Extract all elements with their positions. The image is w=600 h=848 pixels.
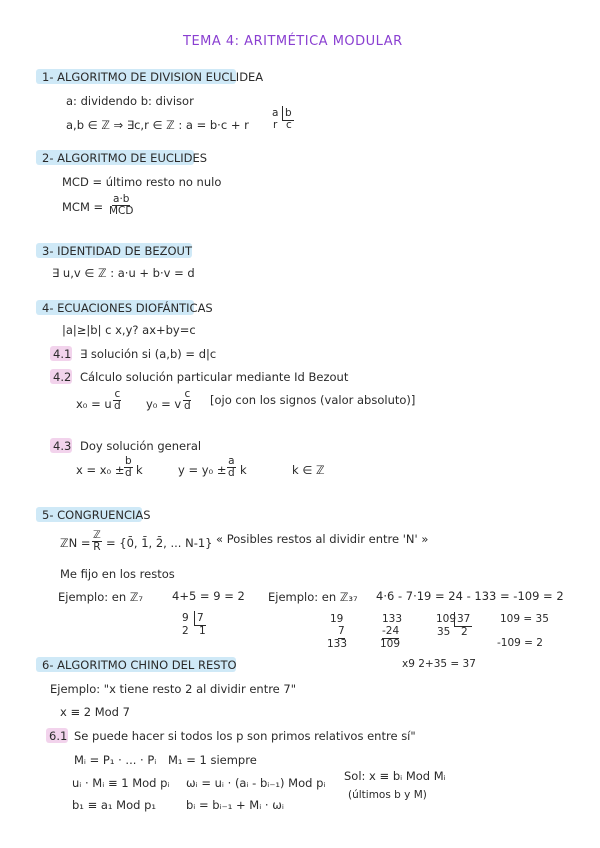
m1-formula: M₁ = 1 siempre [168, 753, 257, 767]
example-2-expression: 4·6 - 7·19 = 24 - 133 = -109 = 2 [376, 589, 564, 603]
sub-4-2-text: Cálculo solución particular mediante Id Bezout [80, 370, 349, 384]
y-general-denominator: d [228, 467, 235, 479]
mcm-denominator: MCD [109, 205, 134, 217]
solution-note: (últimos b y M) [348, 789, 427, 801]
sub-6-1-number: 6.1 [49, 729, 68, 743]
x0-denominator: d [114, 400, 121, 412]
x0-numerator: c [114, 388, 121, 400]
dividend-divisor-line: a: dividendo b: divisor [66, 94, 194, 108]
zn-set: = {0̄, 1̄, 2̄, ... N-1} [106, 536, 213, 550]
div1-quotient: 1 [199, 625, 206, 637]
x0-prefix: x₀ = u [76, 397, 112, 411]
scheme-c: c [286, 119, 292, 131]
div1-remainder: 2 [182, 625, 189, 637]
x-general-denominator: d [125, 467, 132, 479]
zn-denominator: R [93, 541, 101, 553]
mcm-label: MCM = [62, 200, 104, 214]
sum2-result: 109 [380, 638, 401, 650]
zn-prefix: ℤN = [60, 536, 91, 550]
section-5-heading: 5- CONGRUENCIAS [42, 508, 151, 522]
b1-formula: b₁ ≡ a₁ Mod p₁ [72, 798, 156, 812]
y-general-prefix: y = y₀ ± [178, 463, 227, 477]
div2-quotient: 2 [461, 626, 468, 638]
zn-fraction [92, 530, 102, 553]
mcm-numerator: a·b [113, 193, 130, 205]
sum2-b: -24 [382, 625, 400, 637]
result-109: 109 = 35 [500, 613, 549, 625]
solution: Sol: x ≡ bᵢ Mod Mᵢ [344, 769, 446, 783]
bi-formula: bᵢ = bᵢ₋₁ + Mᵢ · ωᵢ [186, 798, 284, 812]
chinese-example: Ejemplo: "x tiene resto 2 al dividir entre 7" [50, 682, 297, 696]
y0-fraction [183, 389, 192, 412]
y-general-k: k [240, 463, 247, 477]
y-general-numerator: a [228, 455, 235, 467]
y0-prefix: y₀ = v [146, 397, 182, 411]
x-general-k: k [136, 463, 143, 477]
wi-formula: ωᵢ = uᵢ · (aᵢ - bᵢ₋₁) Mod pᵢ [186, 776, 326, 790]
k-in-z: k ∈ ℤ [292, 463, 325, 477]
example-2-label: Ejemplo: en ℤ₃₇ [268, 590, 358, 604]
remainders-line: Me fijo en los restos [60, 567, 175, 581]
y0-denominator: d [184, 400, 191, 412]
mcd-line: MCD = último resto no nulo [62, 175, 222, 189]
example-1-label: Ejemplo: en ℤ₇ [58, 590, 143, 604]
div2-dividend: 109 [436, 613, 457, 625]
scheme-a: a [272, 107, 279, 119]
scheme-r: r [273, 119, 278, 131]
check-line: x9 2+35 = 37 [402, 658, 476, 670]
section-1-heading: 1- ALGORITMO DE DIVISION EUCLIDEA [42, 70, 264, 84]
div2-remainder: 35 [437, 626, 451, 638]
result-neg-109: -109 = 2 [497, 637, 543, 649]
zn-numerator: ℤ [93, 529, 101, 541]
congruence-example: x ≡ 2 Mod 7 [60, 705, 130, 719]
section-4-heading: 4- ECUACIONES DIOFÁNTICAS [42, 301, 213, 315]
x-general-prefix: x = x₀ ± [76, 463, 125, 477]
y0-numerator: c [184, 388, 191, 400]
division-statement: a,b ∈ ℤ ⇒ ∃c,r ∈ ℤ : a = b·c + r [66, 118, 249, 132]
sub-6-1-text: Se puede hacer si todos los p son primos relativos entre sí" [74, 729, 416, 743]
div2-divisor: 37 [454, 612, 472, 627]
ui-formula: uᵢ · Mᵢ ≡ 1 Mod pᵢ [72, 776, 170, 790]
sub-4-3-number: 4.3 [53, 439, 72, 453]
sum2-a: 133 [382, 613, 403, 625]
sub-4-3-text: Doy solución general [80, 439, 202, 453]
mult1-result: 133 [327, 638, 348, 650]
section-2-heading: 2- ALGORITMO DE EUCLIDES [42, 151, 208, 165]
div1-dividend: 9 [182, 612, 189, 624]
x0-fraction [113, 389, 122, 412]
sub-4-2-number: 4.2 [53, 370, 72, 384]
mult1-b: 7 [338, 625, 345, 637]
mcm-fraction [108, 194, 134, 217]
sub-4-1-text: ∃ solución si (a,b) = d|c [80, 347, 217, 361]
mi-formula: Mᵢ = P₁ · ... · Pᵢ [74, 753, 157, 767]
y-general-fraction [227, 456, 236, 479]
sub-4-1-number: 4.1 [53, 347, 72, 361]
x-general-numerator: b [125, 455, 132, 467]
zn-note: « Posibles restos al dividir entre 'N' » [216, 532, 429, 546]
diophantine-line: |a|≥|b| c x,y? ax+by=c [62, 323, 196, 337]
section-3-heading: 3- IDENTIDAD DE BEZOUT [42, 244, 192, 258]
div1-divisor: 7 [194, 611, 206, 626]
sign-note: [ojo con los signos (valor absoluto)] [210, 393, 416, 407]
bezout-identity: ∃ u,v ∈ ℤ : a·u + b·v = d [52, 266, 195, 280]
mult1-a: 19 [330, 613, 344, 625]
example-1-expression: 4+5 = 9 = 2 [172, 589, 245, 603]
page-title: TEMA 4: ARITMÉTICA MODULAR [183, 34, 403, 49]
x-general-fraction [124, 456, 133, 479]
section-6-heading: 6- ALGORITMO CHINO DEL RESTO [42, 658, 237, 672]
scheme-b: b [282, 106, 294, 121]
